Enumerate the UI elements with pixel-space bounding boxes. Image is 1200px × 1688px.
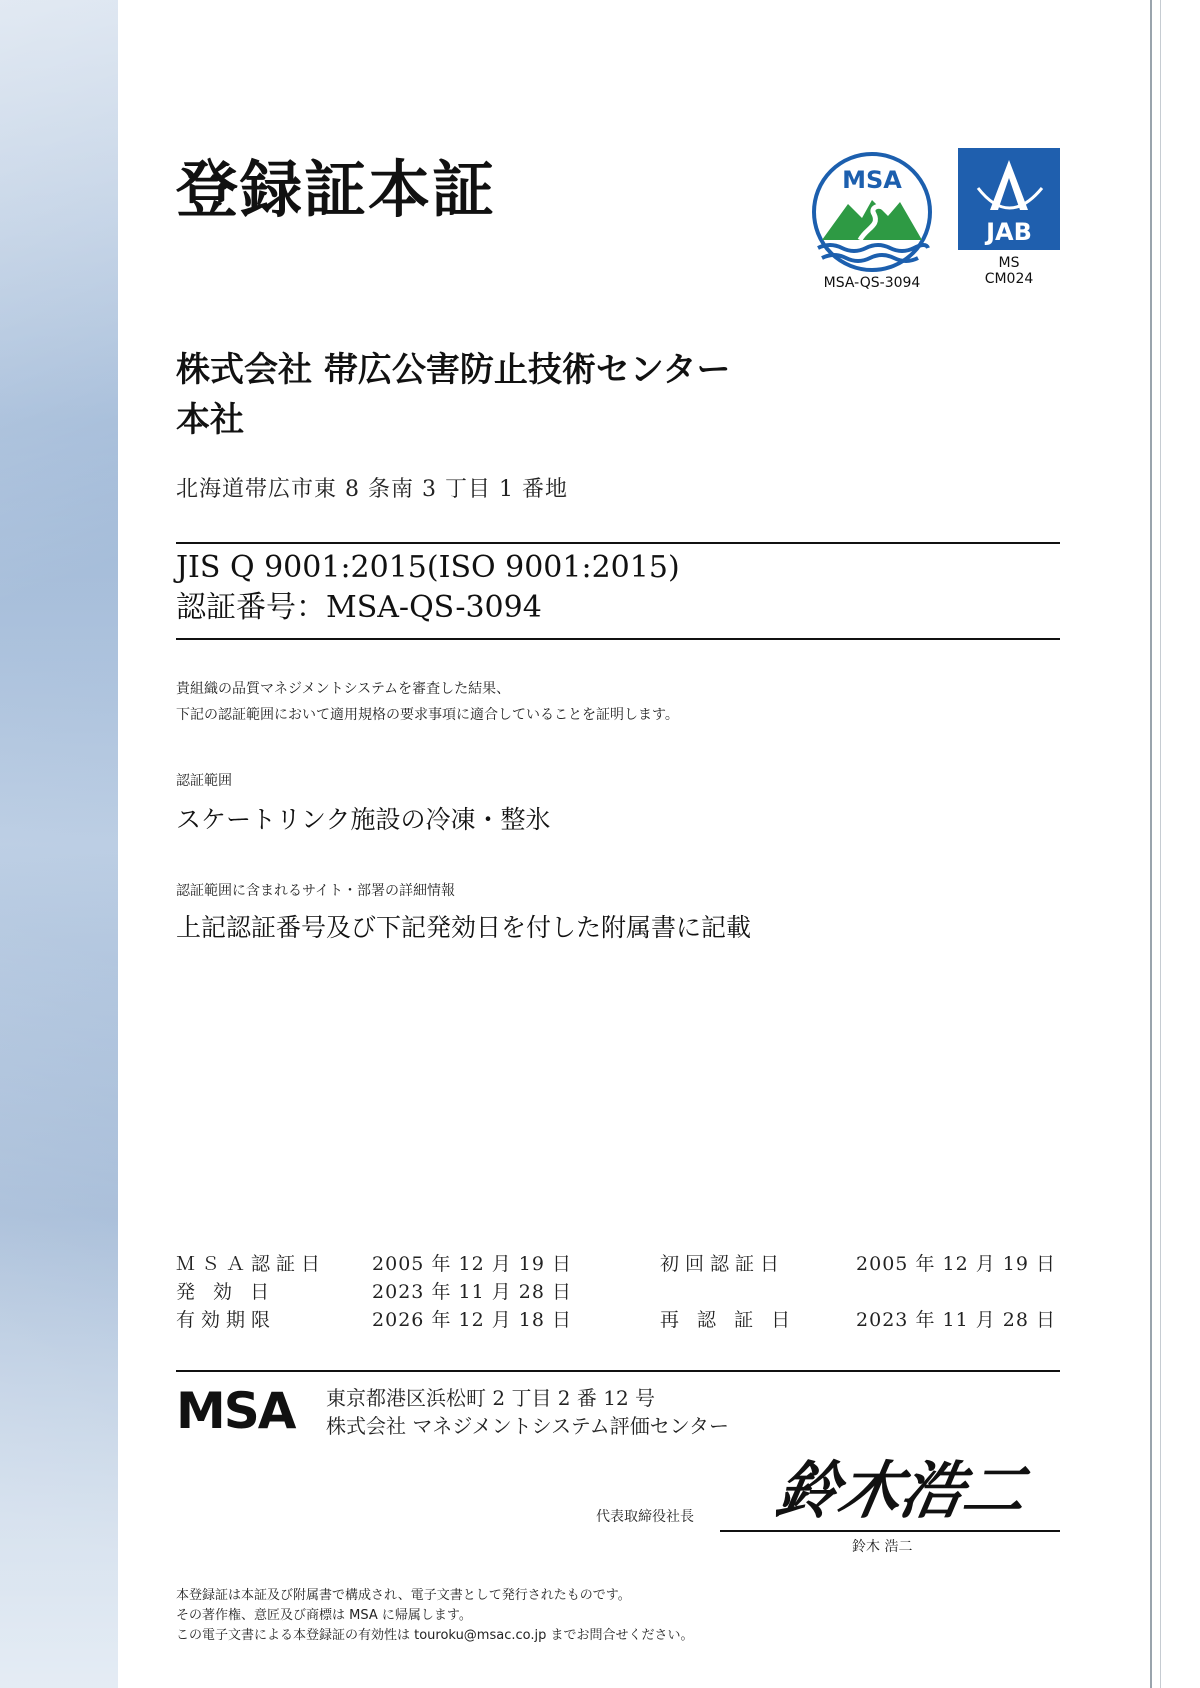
document-title: 登録証本証 [176, 153, 497, 226]
divider-bottom [176, 638, 1060, 640]
standard-block [176, 548, 680, 628]
organization-address: 北海道帯広市東 8 条南 3 丁目 1 番地 [176, 477, 568, 502]
representative-title: 代表取締役社長 [596, 1509, 694, 1525]
issuer-block [326, 1384, 729, 1440]
date-row [660, 1306, 1056, 1334]
divider-top [176, 542, 1060, 544]
page-edge-line-secondary [1160, 0, 1161, 1688]
issuer-logo: MSA [176, 1382, 295, 1440]
date-value: 2023 年 11 月 28 日 [372, 1281, 572, 1303]
certification-statement [176, 676, 679, 728]
date-value: 2026 年 12 月 18 日 [372, 1309, 572, 1331]
dates-right-column [660, 1250, 1056, 1334]
date-row [176, 1306, 572, 1334]
divider-issuer [176, 1370, 1060, 1372]
msa-certification-logo [808, 148, 936, 288]
organization-name: 株式会社 帯広公害防止技術センター [176, 350, 731, 390]
date-label: 発 効 日 [176, 1281, 276, 1303]
date-row [176, 1250, 572, 1278]
date-label: 有効期限 [176, 1309, 277, 1331]
date-value: 2023 年 11 月 28 日 [856, 1309, 1056, 1331]
date-value: 2005 年 12 月 19 日 [372, 1253, 572, 1275]
date-label: 再 認 証 日 [660, 1309, 797, 1331]
signature-glyphs: 鈴木浩二 [770, 1453, 1032, 1527]
footer-line-1: 本登録証は本証及び附属書で構成され、電子文書として発行されたものです。 [176, 1588, 631, 1603]
handwritten-signature [752, 1446, 1042, 1528]
page-edge-line [1150, 0, 1152, 1688]
details-value: 上記認証番号及び下記発効日を付した附属書に記載 [176, 913, 752, 942]
organization-site: 本社 [176, 400, 244, 440]
jab-accreditation-logo [958, 148, 1060, 250]
date-label: ＭＳＡ認証日 [176, 1253, 327, 1275]
footer-line-3: この電子文書による本登録証の有効性は touroku@msac.co.jp までお問合せください。 [176, 1628, 694, 1643]
representative-name: 鈴木 浩二 [852, 1539, 913, 1555]
date-row [660, 1278, 1056, 1306]
issuer-name: 株式会社 マネジメントシステム評価センター [326, 1414, 729, 1438]
msa-logo-caption: MSA-QS-3094 [823, 275, 921, 291]
jab-logo-text: JAB [986, 218, 1032, 246]
issuer-address: 東京都港区浜松町 2 丁目 2 番 12 号 [326, 1386, 656, 1410]
scope-value: スケートリンク施設の冷凍・整氷 [176, 805, 551, 834]
footer-line-2: その著作権、意匠及び商標は MSA に帰属します。 [176, 1608, 472, 1623]
date-row [176, 1278, 572, 1306]
jab-logo-caption [958, 255, 1060, 287]
date-value: 2005 年 12 月 19 日 [856, 1253, 1056, 1275]
date-label: 初回認証日 [660, 1253, 786, 1275]
organization-block [176, 345, 730, 445]
decorative-side-band [0, 0, 118, 1688]
certificate-number: 認証番号：MSA-QS-3094 [176, 590, 542, 625]
msa-logo-text: MSA [842, 166, 902, 194]
statement-line-1: 貴組織の品質マネジメントシステムを審査した結果、 [176, 681, 511, 697]
date-row [660, 1250, 1056, 1278]
footer-notes [176, 1586, 694, 1646]
dates-left-column [176, 1250, 572, 1334]
signature-line [720, 1530, 1060, 1532]
jab-caption-line1: MS [998, 255, 1020, 271]
statement-line-2: 下記の認証範囲において適用規格の要求事項に適合していることを証明します。 [176, 707, 679, 723]
details-label: 認証範囲に含まれるサイト・部署の詳細情報 [176, 883, 456, 899]
scope-label: 認証範囲 [176, 773, 232, 789]
standard-line: JIS Q 9001:2015(ISO 9001:2015) [176, 550, 680, 585]
jab-caption-line2: CM024 [984, 271, 1034, 287]
